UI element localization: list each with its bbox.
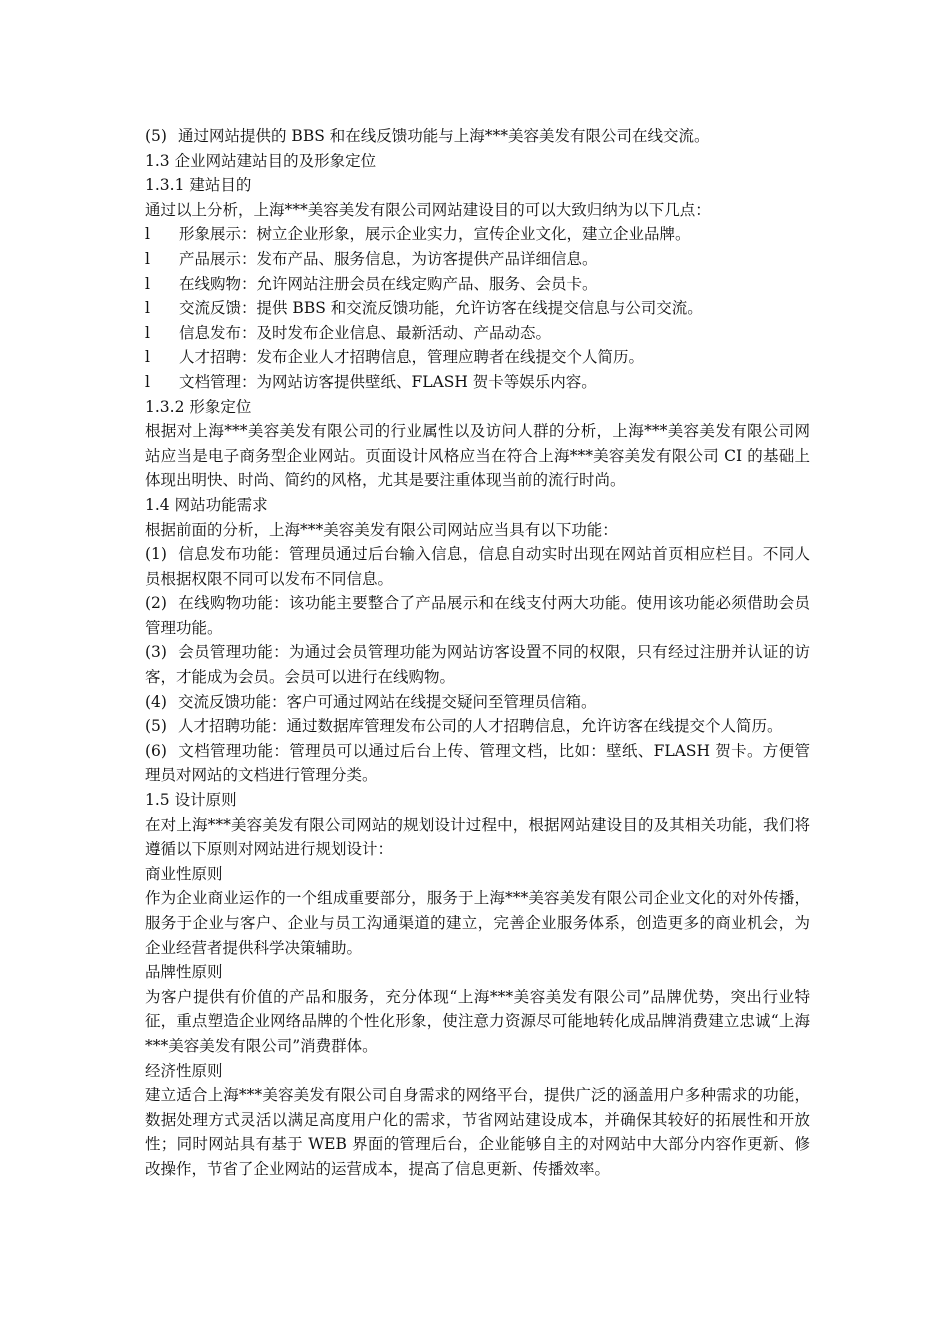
heading-1-3-2: 1.3.2 形象定位 (145, 397, 252, 416)
bullet-item (145, 247, 810, 272)
bullet-item (145, 272, 810, 297)
heading-1-3: 1.3 企业网站建站目的及形象定位 (145, 151, 377, 170)
item-number: (5) (145, 717, 167, 736)
item-text: 人才招聘功能：通过数据库管理发布公司的人才招聘信息，允许访客在线提交个人简历。 (178, 717, 783, 736)
bullet-item (145, 345, 810, 370)
bullet-text: 信息发布：及时发布企业信息、最新活动、产品动态。 (179, 323, 552, 342)
item-text: 文档管理功能：管理员可以通过后台上传、管理文档，比如：壁纸、FLASH 贺卡。方便管理员对网站的文档进行管理分类。 (145, 741, 810, 785)
item-text: 会员管理功能：为通过会员管理功能为网站访客设置不同的权限，只有经过注册并认证的访客，才能成为会员。会员可以进行在线购物。 (145, 643, 810, 687)
bullet-marker: l (145, 249, 150, 268)
item-number: (6) (145, 741, 167, 760)
principle-heading: 品牌性原则 (145, 963, 223, 982)
function-item (145, 640, 810, 689)
heading-1-3-1: 1.3.1 建站目的 (145, 176, 252, 195)
bullet-text: 形象展示：树立企业形象，展示企业实力，宣传企业文化，建立企业品牌。 (179, 225, 691, 244)
item-text: 在线购物功能：该功能主要整合了产品展示和在线支付两大功能。使用该功能必须借助会员管理功能。 (145, 594, 810, 637)
bullet-marker: l (145, 225, 150, 244)
bullet-marker: l (145, 299, 150, 318)
bullet-text: 文档管理：为网站访客提供壁纸、FLASH 贺卡等娱乐内容。 (179, 372, 597, 391)
function-item (145, 542, 810, 591)
item-text: 信息发布功能：管理员通过后台输入信息，信息自动实时出现在网站首页相应栏目。不同人员根据权限不同可以发布不同信息。 (145, 545, 810, 588)
item-number: (4) (145, 692, 167, 711)
principle-heading: 经济性原则 (145, 1061, 223, 1080)
item-number: (3) (145, 643, 167, 662)
design-intro: 在对上海***美容美发有限公司网站的规划设计过程中，根据网站建设目的及其相关功能，我们将遵循以下原则对网站进行规划设计： (145, 815, 810, 859)
item-number: (2) (145, 594, 167, 613)
bullet-marker: l (145, 323, 150, 342)
bullet-text: 在线购物：允许网站注册会员在线定购产品、服务、会员卡。 (179, 274, 598, 293)
bullet-text: 人才招聘：发布企业人才招聘信息，管理应聘者在线提交个人简历。 (179, 348, 645, 367)
function-item (145, 739, 810, 788)
principle-paragraph: 建立适合上海***美容美发有限公司自身需求的网络平台，提供广泛的涵盖用户多种需求的功能，数据处理方式灵活以满足高度用户化的需求，节省网站建设成本，并确保其较好的拓展性和开放性；同时网站具有基于 WEB 界面的管理后台，企业能够自主的对网站中大部分内容作更新、修改操作，节省了企业网站的运营成本，提高了信息更新、传播效率。 (145, 1086, 810, 1178)
function-item (145, 690, 810, 715)
bullet-marker: l (145, 348, 150, 367)
principle-paragraph: 为客户提供有价值的产品和服务，充分体现“上海***美容美发有限公司”品牌优势，突出行业特征，重点塑造企业网络品牌的个性化形象，使注意力资源尽可能地转化成品牌消费建立忠诚“上海***美容美发有限公司”消费群体。 (145, 987, 810, 1055)
bullet-item (145, 321, 810, 346)
bullet-item (145, 370, 810, 395)
item-number: (5) (145, 127, 167, 145)
function-item (145, 714, 810, 739)
bullet-text: 产品展示：发布产品、服务信息，为访客提供产品详细信息。 (179, 249, 598, 268)
item-text: 通过网站提供的 BBS 和在线反馈功能与上海***美容美发有限公司在线交流。 (178, 127, 710, 145)
bullet-item (145, 296, 810, 321)
heading-1-4: 1.4 网站功能需求 (145, 495, 268, 514)
item-number: (1) (145, 545, 167, 564)
function-item (145, 591, 810, 640)
list-item-5 (145, 124, 810, 149)
heading-1-5: 1.5 设计原则 (145, 791, 237, 810)
principle-heading: 商业性原则 (145, 864, 223, 883)
purpose-intro: 通过以上分析，上海***美容美发有限公司网站建设目的可以大致归纳为以下几点： (145, 200, 711, 219)
bullet-text: 交流反馈：提供 BBS 和交流反馈功能，允许访客在线提交信息与公司交流。 (179, 299, 703, 318)
positioning-paragraph: 根据对上海***美容美发有限公司的行业属性以及访问人群的分析，上海***美容美发有限公司网站应当是电子商务型企业网站。页面设计风格应当在符合上海***美容美发有限公司 CI 的基础上体现出明快、时尚、简约的风格，尤其是要注重体现当前的流行时尚。 (145, 422, 810, 490)
item-text: 交流反馈功能：客户可通过网站在线提交疑问至管理员信箱。 (178, 692, 597, 711)
document-page (145, 124, 810, 1182)
functions-intro: 根据前面的分析，上海***美容美发有限公司网站应当具有以下功能： (145, 520, 618, 539)
bullet-item (145, 222, 810, 247)
principle-paragraph: 作为企业商业运作的一个组成重要部分，服务于上海***美容美发有限公司企业文化的对外传播，服务于企业与客户、企业与员工沟通渠道的建立，完善企业服务体系，创造更多的商业机会，为企业经营者提供科学决策辅助。 (145, 889, 810, 957)
bullet-marker: l (145, 274, 150, 293)
bullet-marker: l (145, 372, 150, 391)
